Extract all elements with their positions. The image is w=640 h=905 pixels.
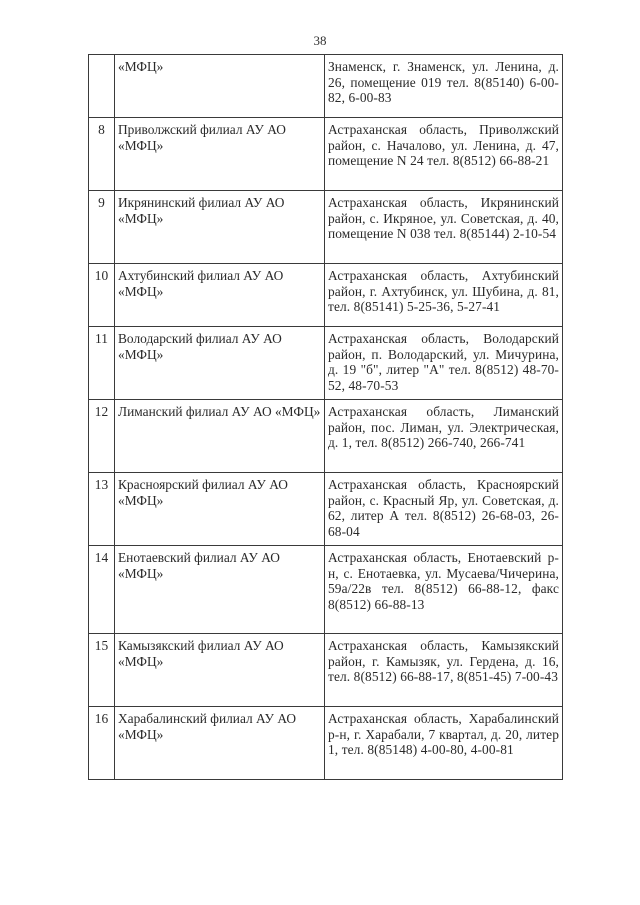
branch-name: Камызякский филиал АУ АО «МФЦ» (115, 634, 325, 707)
row-number: 8 (89, 118, 115, 191)
row-number: 9 (89, 191, 115, 264)
branch-name: Ахтубинский филиал АУ АО «МФЦ» (115, 264, 325, 327)
table-row (89, 400, 563, 473)
row-number (89, 55, 115, 118)
branch-name: Лиманский филиал АУ АО «МФЦ» (115, 400, 325, 473)
table-row (89, 327, 563, 400)
row-number: 13 (89, 473, 115, 546)
branch-name: Красноярский филиал АУ АО «МФЦ» (115, 473, 325, 546)
table-row (89, 191, 563, 264)
table-row (89, 473, 563, 546)
branch-name: Харабалинский филиал АУ АО «МФЦ» (115, 707, 325, 780)
row-number: 14 (89, 546, 115, 634)
page-number: 38 (313, 33, 327, 48)
row-number: 16 (89, 707, 115, 780)
branch-name: Икрянинский филиал АУ АО «МФЦ» (115, 191, 325, 264)
table-row (89, 55, 563, 118)
branch-address: Астраханская область, Володарский район, п. Володарский, ул. Мичурина, д. 19 "б", литер "А" тел. 8(8512) 48-70-52, 48-70-53 (325, 327, 563, 400)
branch-name: Володарский филиал АУ АО «МФЦ» (115, 327, 325, 400)
branch-address: Астраханская область, Лиманский район, пос. Лиман, ул. Электрическая, д. 1, тел. 8(8512) 266-740, 266-741 (325, 400, 563, 473)
table-row (89, 118, 563, 191)
row-number: 11 (89, 327, 115, 400)
branch-address: Знаменск, г. Знаменск, ул. Ленина, д. 26, помещение 019 тел. 8(85140) 6-00-82, 6-00-83 (325, 55, 563, 118)
branch-address: Астраханская область, Приволжский район, с. Началово, ул. Ленина, д. 47, помещение N 24 тел. 8(8512) 66-88-21 (325, 118, 563, 191)
branch-name: Енотаевский филиал АУ АО «МФЦ» (115, 546, 325, 634)
branches-table (88, 54, 563, 780)
table-row (89, 264, 563, 327)
row-number: 12 (89, 400, 115, 473)
branch-address: Астраханская область, Харабалинский р-н, г. Харабали, 7 квартал, д. 20, литер 1, тел. 8(85148) 4-00-80, 4-00-81 (325, 707, 563, 780)
row-number: 15 (89, 634, 115, 707)
row-number: 10 (89, 264, 115, 327)
branch-address: Астраханская область, Икрянинский район, с. Икряное, ул. Советская, д. 40, помещение N 038 тел. 8(85144) 2-10-54 (325, 191, 563, 264)
branch-name: Приволжский филиал АУ АО «МФЦ» (115, 118, 325, 191)
branch-address: Астраханская область, Енотаевский р-н, с. Енотаевка, ул. Мусаева/Чичерина, 59а/22в тел. 8(8512) 66-88-12, факс 8(8512) 66-88-13 (325, 546, 563, 634)
branch-name: «МФЦ» (115, 55, 325, 118)
table-row (89, 707, 563, 780)
branch-address: Астраханская область, Красноярский район, с. Красный Яр, ул. Советская, д. 62, литер А тел. 8(8512) 26-68-03, 26-68-04 (325, 473, 563, 546)
table-row (89, 634, 563, 707)
table-row (89, 546, 563, 634)
branch-address: Астраханская область, Ахтубинский район, г. Ахтубинск, ул. Шубина, д. 81, тел. 8(85141) 5-25-36, 5-27-41 (325, 264, 563, 327)
branch-address: Астраханская область, Камызякский район, г. Камызяк, ул. Гердена, д. 16, тел. 8(8512) 66-88-17, 8(851-45) 7-00-43 (325, 634, 563, 707)
